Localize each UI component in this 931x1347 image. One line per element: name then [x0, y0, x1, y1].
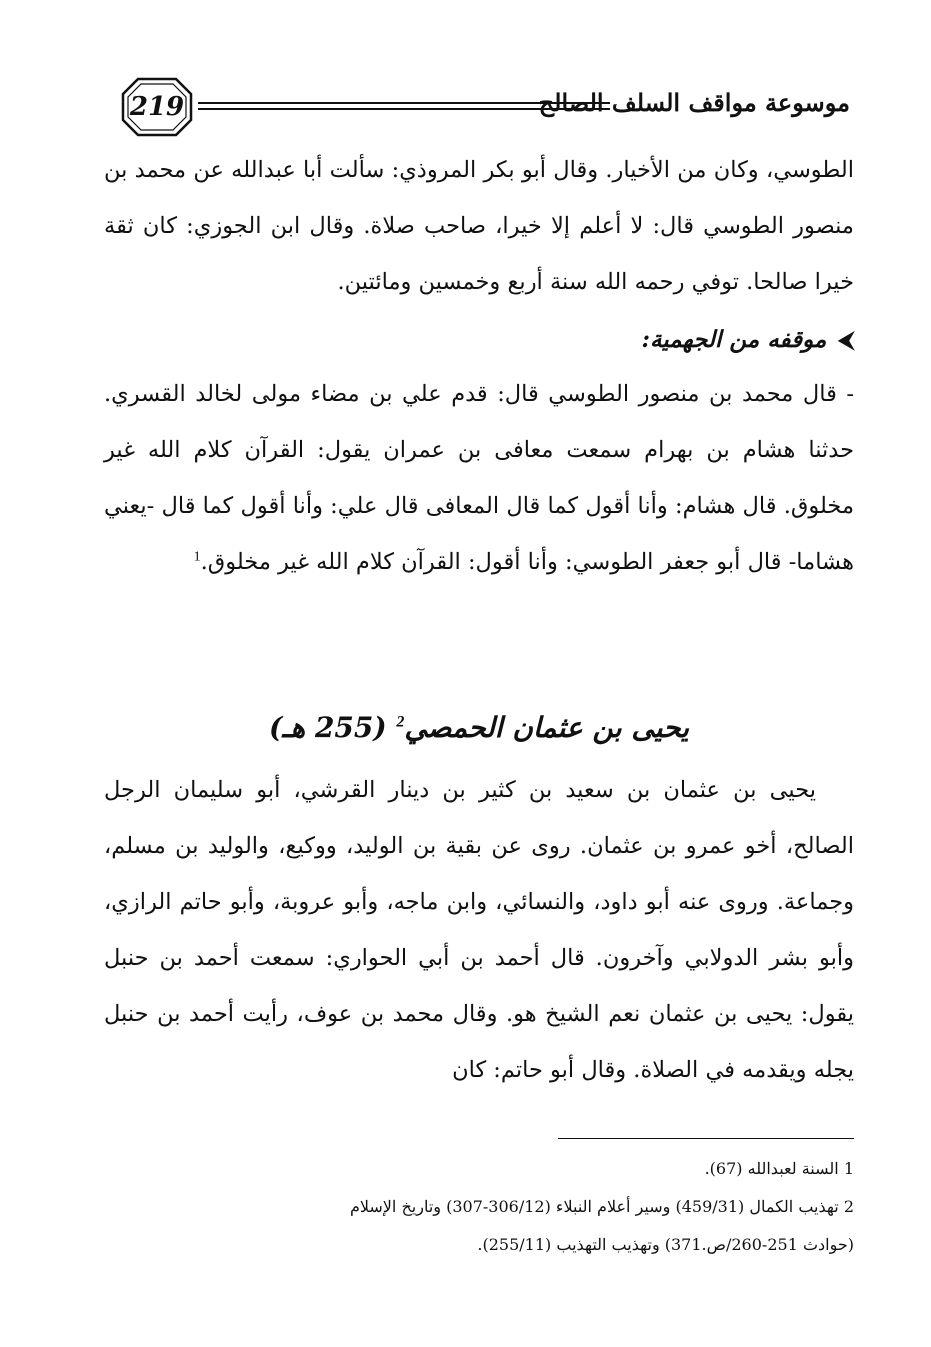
paragraph-2-text: - قال محمد بن منصور الطوسي قال: قدم علي بن مضاء مولى لخالد القسري. حدثنا هشام بن بهرام سمعت معافى بن عمران يقول: القرآن كلام الله غير مخلوق. قال هشام: وأنا أقول كما قال المعافى قال علي: وأنا أقول كما قال -يعني هشاما- قال أبو جعفر الطوسي: وأنا أقول: القرآن كلام الله غير مخلوق. — [104, 381, 854, 575]
footnote-ref-2[interactable]: 2 — [396, 713, 405, 731]
paragraph-1: الطوسي، وكان من الأخيار. وقال أبو بكر المروذي: سألت أبا عبدالله عن محمد بن منصور الطوسي قال: لا أعلم إلا خيرا، صاحب صلاة. وقال ابن الجوزي: كان ثقة خيرا صالحا. توفي رحمه الله سنة أربع وخمسين ومائتين. — [104, 157, 854, 295]
footnote-number: 1 — [843, 1159, 854, 1178]
footnote-text: تهذيب الكمال (459/31) وسير أعلام النبلاء (306/12-307) وتاريخ الإسلام — [349, 1197, 839, 1216]
paragraph-2 — [104, 366, 854, 590]
footnote-ref-1[interactable]: 1 — [193, 549, 201, 565]
book-title: موسوعة مواقف السلف الصالح — [538, 88, 850, 117]
footnote-1 — [104, 1150, 854, 1188]
stance-heading-text: موقفه من الجهمية: — [641, 326, 827, 353]
footnote-divider — [558, 1138, 854, 1139]
footnote-number: 2 — [843, 1197, 854, 1216]
biography-heading — [104, 700, 854, 756]
page-number: 219 — [129, 92, 185, 122]
arrow-bullet-icon: ⮜ — [838, 327, 854, 353]
footnote-2 — [104, 1188, 854, 1226]
footnotes — [104, 1150, 854, 1264]
paragraph-3: يحيى بن عثمان بن سعيد بن كثير بن دينار القرشي، أبو سليمان الرجل الصالح، أخو عمرو بن عثمان. روى عن بقية بن الوليد، ووكيع، والوليد بن مسلم، وجماعة. وروى عنه أبو داود، والنسائي، وابن ماجه، وأبو عروبة، وأبو حاتم الرازي، وأبو بشر الدولابي وآخرون. قال أحمد بن أبي الحواري: سمعت أحمد بن حنبل يقول: يحيى بن عثمان نعم الشيخ هو. وقال محمد بن عوف، رأيت أحمد بن حنبل يجله ويقدمه في الصلاة. وقال أبو حاتم: كان — [104, 777, 854, 1083]
footnote-2-continuation: (حوادث 251-260/ص.371) وتهذيب التهذيب (255/11). — [477, 1235, 854, 1254]
footnote-text: السنة لعبدالله (67). — [704, 1159, 839, 1178]
biography-year: (255 هـ) — [268, 711, 387, 744]
page-number-badge — [120, 76, 194, 138]
biography-name: يحيى بن عثمان الحمصي — [404, 711, 690, 744]
page-header — [110, 72, 850, 142]
stance-heading — [104, 312, 854, 368]
